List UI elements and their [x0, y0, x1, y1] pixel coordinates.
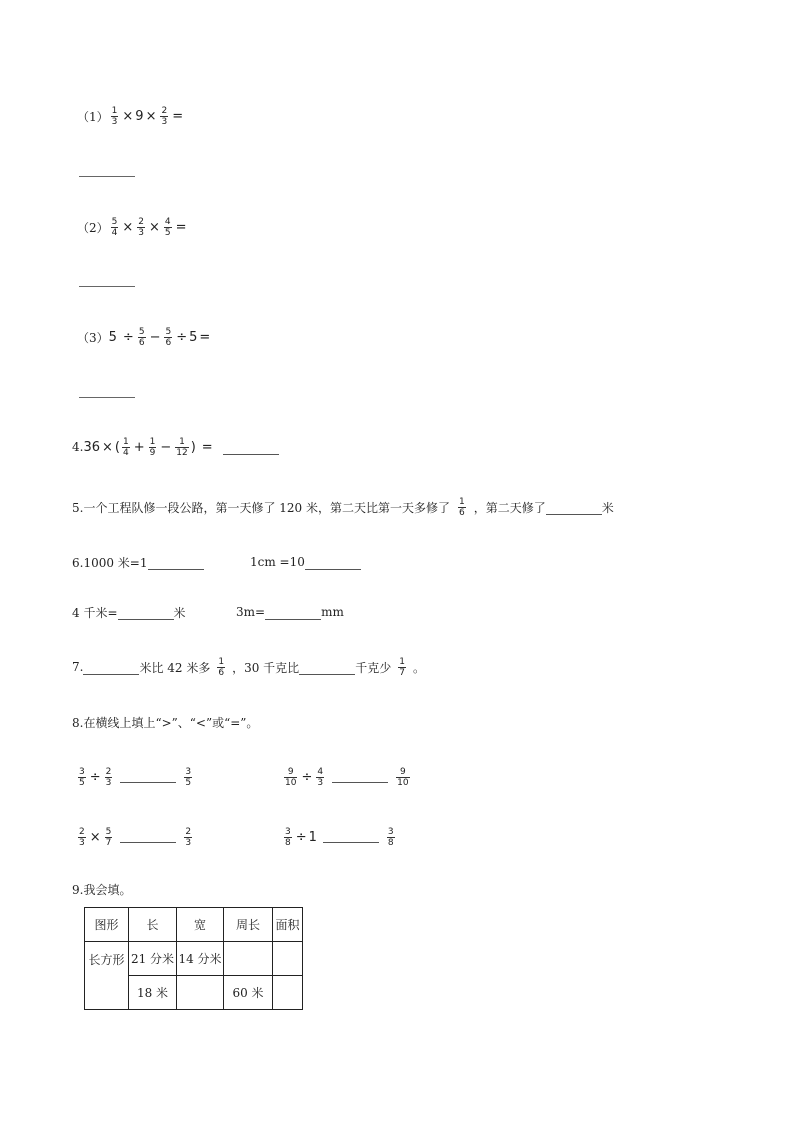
fraction: $\frac{2}{3}$	[79, 826, 85, 848]
row-label: 长方形	[85, 942, 129, 1010]
question-number: 7.	[72, 660, 84, 674]
compare-row-2b	[282, 820, 397, 854]
answer-blank[interactable]	[120, 772, 176, 783]
answer-blank[interactable]	[323, 832, 379, 843]
question-6-right	[250, 545, 361, 579]
fraction: $\frac{1}{4}$	[122, 436, 129, 458]
question-text: ，30 千克比	[232, 660, 300, 675]
unit-label: 米	[601, 500, 614, 515]
answer-blank[interactable]	[83, 660, 139, 675]
fraction: $\frac{3}{8}$	[387, 826, 394, 848]
compare-row-1a	[76, 760, 194, 794]
divide-sign: ÷	[295, 829, 307, 845]
fraction: $\frac{1}{9}$	[149, 436, 156, 458]
question-6b-left	[72, 595, 186, 629]
unit-label: 米	[173, 605, 186, 620]
question-sub-3	[77, 320, 212, 354]
fill-table	[84, 907, 303, 1010]
number: 9	[135, 108, 144, 124]
table-cell-blank[interactable]	[177, 976, 224, 1010]
fraction: $\frac{2}{3}$	[185, 826, 192, 848]
times-sign: ×	[145, 108, 157, 124]
answer-blank[interactable]	[118, 605, 174, 620]
fraction: $\frac{1}{6}$	[459, 496, 465, 518]
table-cell-blank[interactable]	[224, 942, 273, 976]
table-header-row	[85, 908, 303, 942]
table-cell: 21 分米	[129, 942, 177, 976]
question-text: 。	[412, 660, 425, 675]
question-5	[72, 490, 614, 524]
sub-label: （3）	[77, 330, 109, 345]
times-sign: ×	[122, 108, 134, 124]
question-4	[72, 430, 279, 464]
question-text: 米比 42 米多	[139, 660, 211, 675]
question-text: 4 千米=	[72, 605, 118, 620]
answer-blank[interactable]	[265, 605, 321, 620]
table-header: 图形	[85, 908, 129, 942]
question-text: 9.我会填。	[72, 882, 132, 897]
fraction: $\frac{3}{8}$	[285, 826, 291, 848]
fraction: $\frac{2}{3}$	[105, 766, 112, 788]
answer-blank[interactable]	[332, 772, 388, 783]
equals-sign: =	[172, 108, 184, 124]
number: 1	[308, 829, 317, 845]
paren-close: )	[190, 439, 196, 455]
times-sign: ×	[149, 219, 160, 235]
compare-row-1b	[282, 760, 412, 794]
divide-sign: ÷	[176, 329, 188, 345]
number: 36	[83, 439, 100, 455]
times-sign: ×	[102, 439, 113, 455]
fraction: $\frac{5}{4}$	[111, 216, 118, 238]
sub-label: （1）	[77, 109, 109, 124]
divide-sign: ÷	[89, 769, 101, 785]
question-sub-1	[77, 99, 185, 133]
table-header: 面积	[273, 908, 303, 942]
question-6-left	[72, 545, 204, 579]
fraction: $\frac{4}{3}$	[317, 766, 324, 788]
table-header: 周长	[224, 908, 273, 942]
table-cell-blank[interactable]	[273, 976, 303, 1010]
equals-sign: =	[199, 329, 211, 345]
fraction: $\frac{1}{7}$	[399, 656, 405, 678]
fraction: $\frac{5}{6}$	[165, 326, 172, 348]
question-text: 1cm =10	[250, 555, 305, 569]
divide-sign: ÷	[301, 769, 313, 785]
question-text: 3m=	[236, 605, 266, 619]
question-text: ，第二天修了	[473, 500, 546, 515]
fraction: $\frac{9}{10}$	[285, 766, 297, 788]
question-text: 8.在横线上填上“>”、“<”或“=”。	[72, 715, 259, 730]
answer-line[interactable]	[79, 286, 135, 287]
fraction: $\frac{3}{5}$	[79, 766, 85, 788]
times-sign: ×	[122, 219, 134, 235]
fraction: $\frac{2}{3}$	[161, 105, 168, 127]
sub-label: （2）	[77, 220, 109, 235]
question-6b-right	[236, 595, 344, 629]
question-number: 4.	[72, 440, 84, 454]
paren-open: (	[114, 439, 120, 455]
minus-sign: −	[149, 329, 161, 345]
question-text: 千克少	[355, 660, 392, 675]
answer-blank[interactable]	[120, 832, 176, 843]
plus-sign: +	[133, 439, 145, 455]
equals-sign: =	[201, 439, 213, 455]
fraction: $\frac{1}{6}$	[218, 656, 225, 678]
answer-line[interactable]	[79, 397, 135, 398]
question-sub-2	[77, 210, 189, 244]
fraction: $\frac{2}{3}$	[138, 216, 145, 238]
table-cell: 60 米	[224, 976, 273, 1010]
question-9-title	[72, 872, 131, 906]
answer-line[interactable]	[79, 176, 135, 177]
table-cell: 14 分米	[177, 942, 224, 976]
answer-blank[interactable]	[148, 555, 204, 570]
table-cell-blank[interactable]	[273, 942, 303, 976]
number: 5	[189, 329, 198, 345]
table-row	[85, 942, 303, 976]
divide-sign: ÷	[122, 329, 134, 345]
table-header: 宽	[177, 908, 224, 942]
minus-sign: −	[160, 439, 172, 455]
table-header: 长	[129, 908, 177, 942]
number: 5	[108, 329, 117, 345]
question-8-title	[72, 705, 258, 739]
equals-sign: =	[175, 219, 187, 235]
table-cell: 18 米	[129, 976, 177, 1010]
unit-label: mm	[321, 605, 344, 619]
answer-blank[interactable]	[305, 555, 361, 570]
fraction: $\frac{1}{12}$	[176, 436, 188, 458]
times-sign: ×	[89, 829, 101, 845]
question-7	[72, 650, 425, 684]
answer-blank[interactable]	[299, 660, 355, 675]
question-text: 6.1000 米=1	[72, 555, 148, 570]
fraction: $\frac{4}{5}$	[164, 216, 171, 238]
fraction: $\frac{1}{3}$	[111, 105, 118, 127]
question-text: 5.一个工程队修一段公路，第一天修了 120 米，第二天比第一天多修了	[72, 500, 450, 515]
fraction: $\frac{5}{7}$	[105, 826, 112, 848]
fraction: $\frac{3}{5}$	[185, 766, 192, 788]
fraction: $\frac{5}{6}$	[138, 326, 145, 348]
answer-blank[interactable]	[223, 440, 279, 455]
answer-blank[interactable]	[546, 500, 602, 515]
compare-row-2a	[76, 820, 194, 854]
fraction: $\frac{9}{10}$	[397, 766, 409, 788]
